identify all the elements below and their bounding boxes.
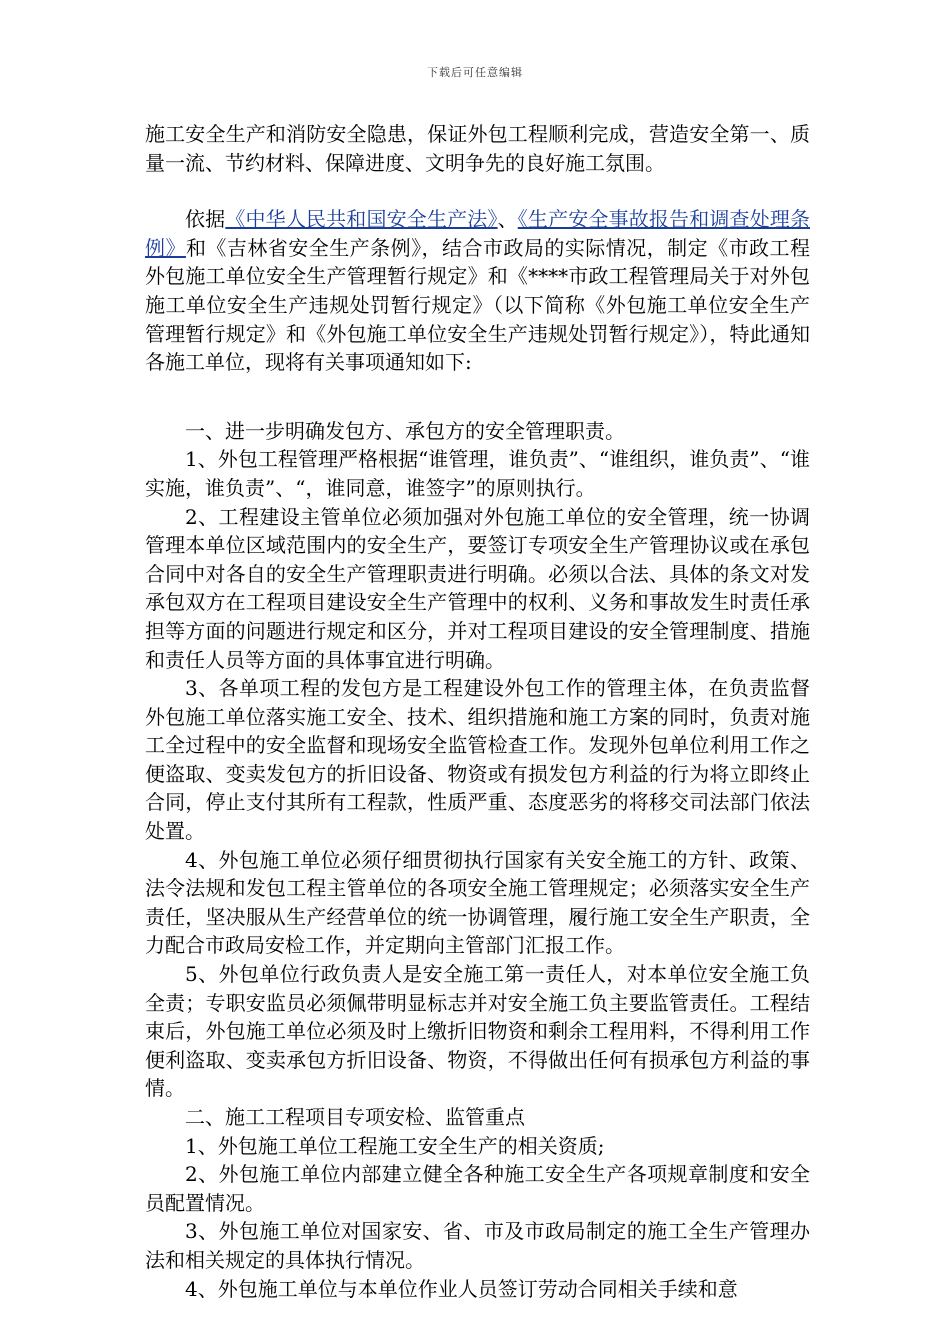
basis-separator: 、 — [497, 207, 518, 232]
section-1-item-3: 3、各单项工程的发包方是工程建设外包工作的管理主体，在负责监督外包施工单位落实施工安全、技术、组织措施和施工方案的同时，负责对施工全过程中的安全监督和现场安全监管检查工作。发现外包单位利用工作之便盗取、变卖发包方的折旧设备、物资或有损发包方利益的行为将立即终止合同，停止支付其所有工程款，性质严重、态度恶劣的将移交司法部门依法处置。 — [145, 676, 810, 844]
link-safety-production-law[interactable]: 《中华人民共和国安全生产法》 — [225, 207, 498, 232]
document-body — [145, 120, 810, 1303]
section-1-title: 一、进一步明确发包方、承包方的安全管理职责。 — [185, 418, 625, 443]
section-1-item-4: 4、外包施工单位必须仔细贯彻执行国家有关安全施工的方针、政策、法令法规和发包工程主管单位的各项安全施工管理规定；必须落实安全生产责任，坚决服从生产经营单位的统一协调管理，履行施工安全生产职责，全力配合市政局安检工作，并定期向主管部门汇报工作。 — [145, 847, 810, 958]
paragraph-intro: 施工安全生产和消防安全隐患，保证外包工程顺利完成，营造安全第一、质量一流、节约材料、保障进度、文明争先的良好施工氛围。 — [145, 122, 810, 175]
section-2-title: 二、施工工程项目专项安检、监管重点 — [185, 1105, 525, 1129]
section-1-item-1: 1、外包工程管理严格根据“谁管理，谁负责”、“谁组织，谁负责”、“谁实施，谁负责”、“，谁同意，谁签字”的原则执行。 — [145, 447, 810, 500]
page-header-note: 下载后可任意编辑 — [427, 66, 523, 79]
link-accident-report-regulation[interactable]: 《生产安全事故报告和调查处理条例》 — [145, 207, 811, 260]
basis-rest: 和《吉林省安全生产条例》，结合市政局的实际情况，制定《市政工程外包施工单位安全生产管理暂行规定》和《****市政工程管理局关于对外包施工单位安全生产违规处罚暂行规定》（以下简称《外包施工单位安全生产管理暂行规定》和《外包施工单位安全生产违规处罚暂行规定》），特此通知各施工单位，现将有关事项通知如下: — [145, 235, 810, 375]
basis-prefix: 依据 — [185, 207, 226, 232]
section-2-item-2: 2、外包施工单位内部建立健全各种施工安全生产各项规章制度和安全员配置情况。 — [145, 1162, 810, 1215]
section-2-item-4: 4、外包施工单位与本单位作业人员签订劳动合同相关手续和意 — [185, 1276, 738, 1301]
paragraph-basis — [145, 205, 810, 377]
section-2-item-1: 1、外包施工单位工程施工安全生产的相关资质; — [185, 1133, 605, 1158]
section-1-item-5: 5、外包单位行政负责人是安全施工第一责任人，对本单位安全施工负全责；专职安监员必须佩带明显标志并对安全施工负主要监管责任。工程结束后，外包施工单位必须及时上缴折旧物资和剩余工程用料，不得利用工作便利盗取、变卖承包方折旧设备、物资，不得做出任何有损承包方利益的事情。 — [145, 962, 810, 1101]
section-2-item-3: 3、外包施工单位对国家安、省、市及市政局制定的施工全生产管理办法和相关规定的具体执行情况。 — [145, 1219, 810, 1272]
section-1-item-2: 2、工程建设主管单位必须加强对外包施工单位的安全管理，统一协调管理本单位区域范围内的安全生产，要签订专项安全生产管理协议或在承包合同中对各自的安全生产管理职责进行明确。必须以合法、具体的条文对发承包双方在工程项目建设安全生产管理中的权利、义务和事故发生时责任承担等方面的问题进行规定和区分，并对工程项目建设的安全管理制度、措施和责任人员等方面的具体事宜进行明确。 — [145, 504, 810, 672]
